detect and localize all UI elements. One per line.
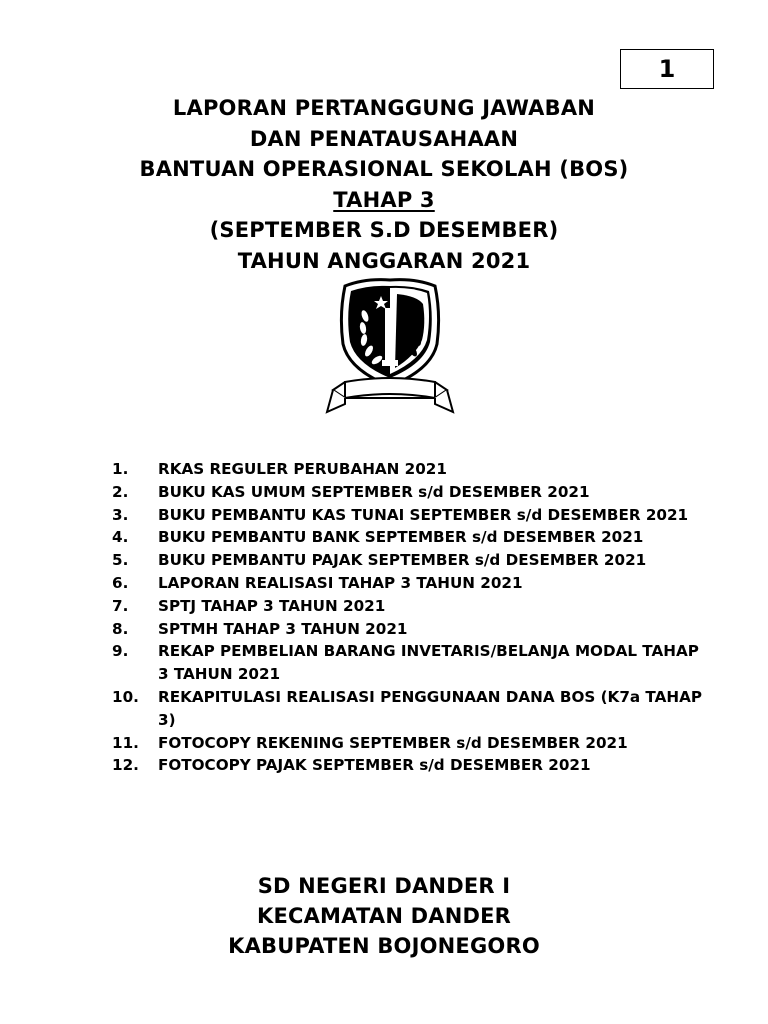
title-line-3: BANTUAN OPERASIONAL SEKOLAH (BOS) (139, 157, 629, 181)
list-item-text: BUKU KAS UMUM SEPTEMBER s/d DESEMBER 2021 (158, 482, 590, 501)
list-item-text: BUKU PEMBANTU BANK SEPTEMBER s/d DESEMBER 2021 (158, 528, 644, 547)
list-item (112, 732, 712, 755)
list-item-number: 9. (112, 642, 129, 661)
list-item (112, 618, 712, 641)
list-item (112, 686, 712, 732)
list-item (112, 754, 712, 777)
list-item-text: SPTMH TAHAP 3 TAHUN 2021 (158, 619, 408, 638)
title-line-2: DAN PENATAUSAHAAN (249, 126, 519, 151)
list-item-text: BUKU PEMBANTU KAS TUNAI SEPTEMBER s/d DESEMBER 2021 (158, 505, 689, 524)
list-item-text: LAPORAN REALISASI TAHAP 3 TAHUN 2021 (158, 573, 523, 592)
list-item-number: 5. (112, 551, 129, 570)
stage-label: TAHAP 3 (333, 187, 435, 212)
list-item-number: 1. (112, 460, 129, 478)
school-name: SD NEGERI DANDER I (257, 874, 511, 898)
list-item (112, 481, 712, 504)
list-item (112, 458, 712, 481)
list-item-number: 11. (112, 733, 139, 752)
regency-name: KABUPATEN BOJONEGORO (228, 934, 540, 958)
list-item (112, 504, 712, 527)
title-line-6: TAHUN ANGGARAN 2021 (237, 248, 531, 273)
list-item-text: SPTJ TAHAP 3 TAHUN 2021 (158, 596, 386, 615)
list-item-number: 10. (112, 687, 139, 706)
title-line-5: (SEPTEMBER S.D DESEMBER) (209, 218, 559, 242)
document-list (112, 458, 712, 777)
list-item (112, 640, 712, 686)
list-item-text: FOTOCOPY REKENING SEPTEMBER s/d DESEMBER 2021 (158, 733, 628, 752)
district-name: KECAMATAN DANDER (256, 904, 512, 928)
list-item-text: RKAS REGULER PERUBAHAN 2021 (158, 460, 447, 478)
list-item-number: 7. (112, 596, 129, 615)
title-line-1: LAPORAN PERTANGGUNG JAWABAN (172, 96, 596, 120)
list-item (112, 572, 712, 595)
list-item-number: 8. (112, 619, 129, 638)
page-number-box (620, 49, 714, 89)
list-item-text: REKAP PEMBELIAN BARANG INVETARIS/BELANJA MODAL TAHAP 3 TAHUN 2021 (158, 642, 699, 684)
list-item-number: 12. (112, 756, 139, 775)
title-line-4 (0, 185, 768, 216)
list-item-text: BUKU PEMBANTU PAJAK SEPTEMBER s/d DESEMBER 2021 (158, 551, 647, 570)
page-number: 1 (658, 55, 676, 83)
list-item-number: 4. (112, 528, 129, 547)
report-title (0, 93, 768, 276)
list-item (112, 595, 712, 618)
school-identity (0, 871, 768, 961)
list-item-number: 2. (112, 482, 129, 501)
list-item-number: 3. (112, 505, 129, 524)
list-item-text: REKAPITULASI REALISASI PENGGUNAAN DANA BOS (K7a TAHAP 3) (158, 687, 702, 729)
list-item-number: 6. (112, 573, 129, 592)
bojonegoro-regency-emblem-icon (325, 274, 455, 420)
list-item-text: FOTOCOPY PAJAK SEPTEMBER s/d DESEMBER 2021 (158, 756, 591, 775)
list-item (112, 526, 712, 549)
list-item (112, 549, 712, 572)
